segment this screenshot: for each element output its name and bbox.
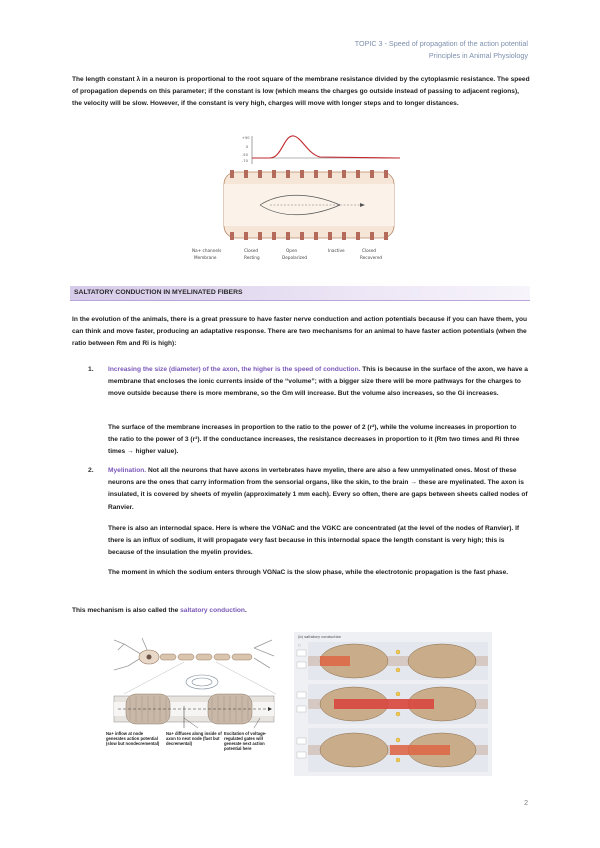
myelinated-neuron-figure [104,636,282,766]
figure1-label: Closed [244,248,259,253]
figure2-label: Na+ inflow at node generates action potential (slow but nondecremental) [106,731,160,746]
header-course: Principles in Animal Physiology [428,51,528,60]
page-number: 2 [524,800,528,807]
saltatory-term: saltatory conduction [180,607,245,614]
figure1-sublabel: Depolarized [282,255,308,260]
list-item-myelination [108,465,528,514]
figure2-label: Excitation of voltage-regulated gates will generate next action potential here [224,731,267,751]
list-number: 1. [88,366,94,373]
list-item-myelination-phases: The moment in which the sodium enters through VGNaC is the slow phase, while the electrotonic propagation is the fast phase. [108,569,509,576]
axis-tick: +50 [242,136,250,140]
mechanisms-paragraph: In the evolution of the animals, there is a great pressure to have faster nerve conduction and action potentials because if you can have them, you can think and move faster, producing an adaptative response. There are two mechanisms for an animal to have faster action potentials (when the ratio between Rm and Ri is high): [72,316,528,348]
axis-tick: -50 [242,153,248,157]
figure1-label: Closed [362,248,377,253]
list-item-axon-size [108,364,528,401]
figure1-label: Open [286,248,298,253]
axis-tick: 0 [246,145,249,149]
list-number: 2. [88,467,94,474]
figure1-sublabel: Resting [244,255,260,260]
figure1-label: Na+ channels [192,248,222,253]
list-item-lead: Myelination. [108,467,147,474]
saltatory-suffix: . [244,607,247,614]
svg-text:▢: ▢ [298,643,301,647]
axis-tick: -70 [242,159,248,163]
cable-conduction-figure [190,130,410,265]
figure1-sublabel: Membrane [194,255,217,260]
figure3-caption: (b) saltatory conduction [298,635,342,639]
page-header [355,38,528,62]
figure1-label: Inactive [328,248,345,253]
list-item-text: Not all the neurons that have axons in vertebrates have myelin, there are also a few unmyelinated ones. Most of these neurons are the ones that carry information from the sensorial organs, like the skin, to the brain → these are myelinated. The axon is insulated, it is covered by sheets of myelin (approximately 1 mm each). Every so often, there are gaps between sheets called nodes of Ranvier. [108,467,528,511]
saltatory-paragraph [72,605,530,617]
list-item-text: This is because in the surface of the axon, we have a membrane that encloses the ionic currents inside of the “volume”; with a bigger size there will be more pathways for the charges to move outside because there is more membrane, so the Gm will increase. But the volume also increases, so the Gi increases. [108,366,528,398]
saltatory-conduction-figure [294,632,492,776]
figure1-sublabel: Recovered [360,255,383,260]
header-topic: TOPIC 3 - Speed of propagation of the action potential [354,39,528,48]
saltatory-prefix: This mechanism is also called the [72,607,181,614]
section-title: SALTATORY CONDUCTION IN MYELINATED FIBERS [74,289,243,296]
list-item-lead: Increasing the size (diameter) of the axon, the higher is the speed of conduction. [108,366,361,373]
list-item-myelination-detail: There is also an internodal space. Here is where the VGNaC and the VGKC are concentrated (at the level of the nodes of Ranvier). If there is an influx of sodium, it will propagate very fast because in this internodal space the length constant is very high; this is because of the insulation the myelin provides. [108,525,520,557]
list-item-axon-size-detail: The surface of the membrane increases in proportion to the ratio to the power of 2 (r²), while the volume increases in proportion to the ratio to the power of 3 (r³). If the conductance increases, the resistance decreases in proportion to it (Rm two times and Ri three times → higher value). [108,424,520,456]
intro-paragraph: The length constant λ in a neuron is proportional to the root square of the membrane resistance divided by the cytoplasmic resistance. The speed of propagation depends on this parameter; if the constant is low (which means the charges go outside instead of passing to adjacent regions), the velocity will be slow. However, if the constant is very high, charges will move with longer steps and to longer distances. [72,76,530,108]
figure2-label: Na+ diffuses along inside of axon to next node (fast but decremental) [166,731,222,746]
section-heading [70,286,530,301]
